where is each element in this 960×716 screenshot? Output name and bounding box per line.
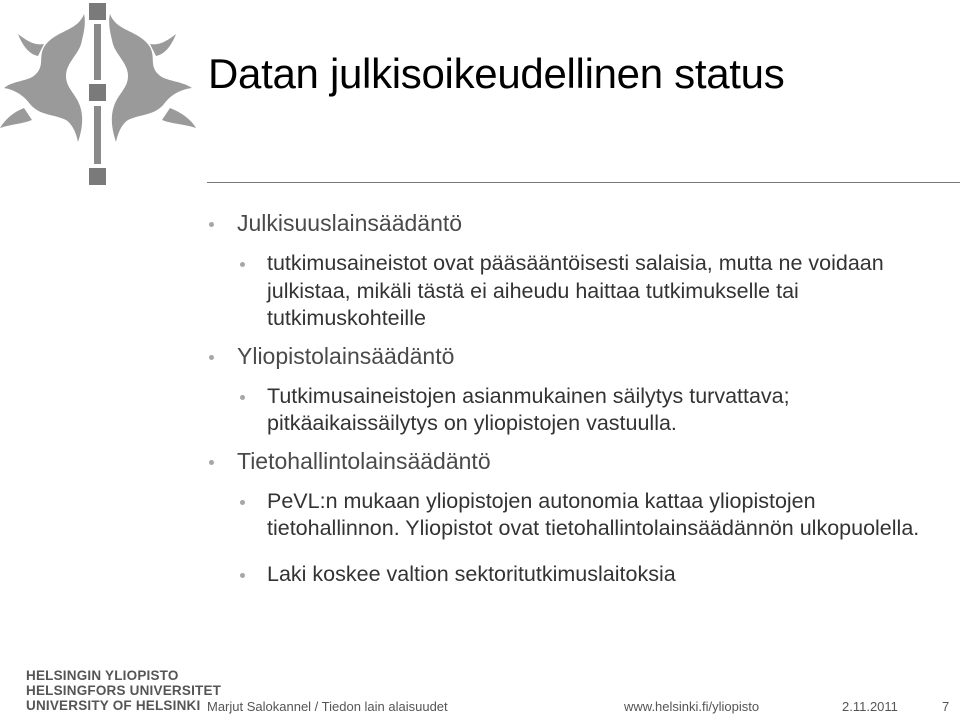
sub-bullet: tutkimusaineistot ovat pääsääntöisesti salaisia, mutta ne voidaan julkistaa, mikäli tästä ei aiheudu haittaa tutkimukselle tai tutkimuskohteille: [207, 250, 952, 333]
university-flame-logo: [0, 0, 205, 200]
page-number: 7: [942, 699, 950, 714]
title-divider: [207, 182, 960, 183]
footer-date: 2.11.2011: [842, 699, 898, 714]
footer-author: Marjut Salokannel / Tiedon lain alaisuudet: [207, 699, 448, 714]
university-wordmark: [26, 668, 221, 713]
slide-content: [207, 200, 952, 588]
footer-url: www.helsinki.fi/yliopisto: [624, 699, 760, 714]
slide-title: Datan julkisoikeudellinen status: [208, 50, 785, 97]
sub-bullet: Tutkimusaineistojen asianmukainen säilytys turvattava; pitkäaikaissäilytys on yliopistojen vastuulla.: [207, 383, 952, 438]
wordmark-line: HELSINGIN YLIOPISTO: [26, 668, 179, 683]
sub-bullet: PeVL:n mukaan yliopistojen autonomia kattaa yliopistojen tietohallinnon. Yliopistot ovat tietohallintolainsäädännön ulkopuolella.: [207, 488, 952, 543]
wordmark-line: HELSINGFORS UNIVERSITET: [26, 683, 222, 698]
sub-bullet: Laki koskee valtion sektoritutkimuslaitoksia: [207, 561, 952, 589]
wordmark-line: UNIVERSITY OF HELSINKI: [26, 698, 201, 713]
bullet-julkisuuslainsaadanto: Julkisuuslainsäädäntö: [207, 209, 952, 238]
bullet-tietohallintolainsaadanto: Tietohallintolainsäädäntö: [207, 447, 952, 476]
bullet-yliopistolainsaadanto: Yliopistolainsäädäntö: [207, 342, 952, 371]
